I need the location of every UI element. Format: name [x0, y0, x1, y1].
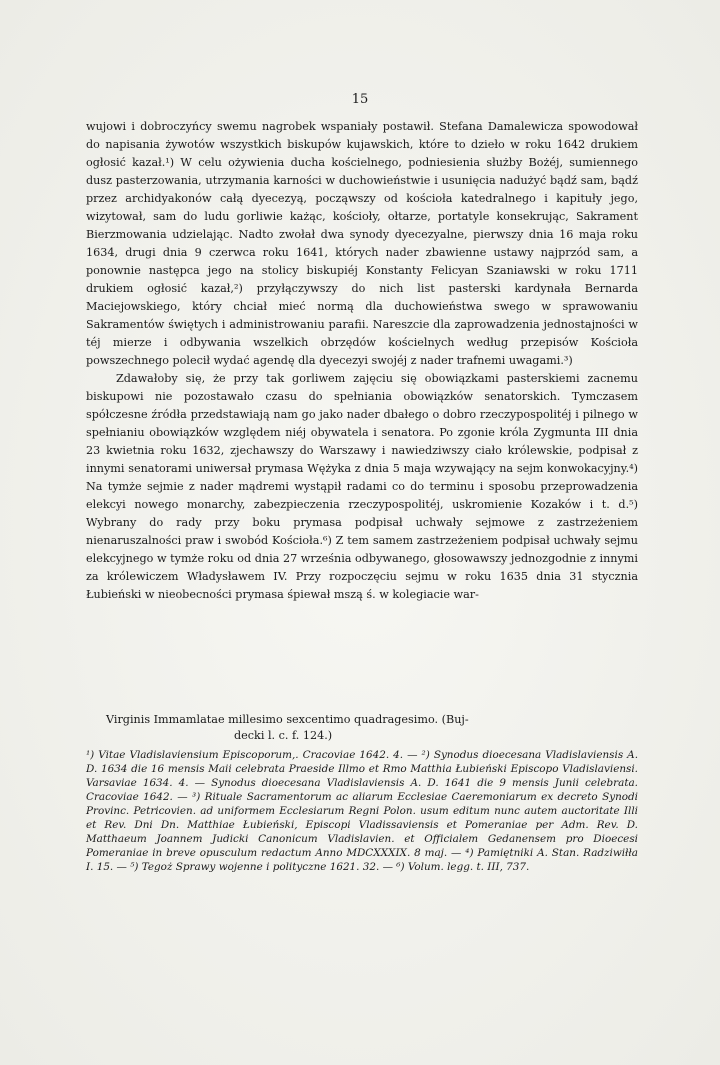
page-number: 15 — [351, 92, 369, 107]
paragraph-2: Zdawałoby się, że przy tak gorliwem zajęciu się obowiązkami pasterskiemi zacnemu biskupowi nie pozostawało czasu do spełniania obowiązków senatorskich. Tymczasem spółczesne źródła przedstawiają nam go jako nader dbałego o dobro rzeczypospolitéj i pilnego w spełnianiu obowiązków względem niéj obywatela i senatora. Po zgonie króla Zygmunta III dnia 23 kwietnia roku 1632, zjechawszy do Warszawy i nawiedziwszy ciało królewskie, podpisał z innymi senatorami uniwersał prymasa Wężyka z dnia 5 maja wzywający na sejm konwokacyjny.⁴) Na tymże sejmie z nader mądremi wystąpił radami co do terminu i sposobu przeprowadzenia elekcyi nowego monarchy, zabezpieczenia rzeczypospolitéj, uskromienie Kozaków i t. d.⁵) Wybrany do rady przy boku prymasa podpisał uchwały sejmowe z zastrzeżeniem nienaruszalności praw i swobód Kościoła.⁶) Z tem samem zastrzeżeniem podpisał uchwały sejmu elekcyjnego w tymże roku od dnia 27 września odbywanego, głosowawszy jednozgodnie z innymi za królewiczem Władysławem IV. Przy rozpoczęciu sejmu w roku 1635 dnia 31 stycznia Łubieński w nieobecności prymasa śpiewał mszą ś. w kolegiacie war- — [86, 372, 638, 601]
footnote-continuation — [86, 712, 638, 744]
continuation-line-2: decki l. c. f. 124.) — [234, 729, 333, 742]
paragraph-1: wujowi i dobroczyńcy swemu nagrobek wspaniały postawił. Stefana Damalewicza spowodował do napisania żywotów wszystkich biskupów kujawskich, które to dzieło w roku 1642 drukiem ogłosić kazał.¹) W celu ożywienia ducha kościelnego, podniesienia służby Bożéj, sumiennego dusz pasterzowania, utrzymania karności w duchowieństwie i usunięcia nadużyć bądź sam, bądź przez archidyakonów całą dyecezyą, począwszy od kościoła katedralnego i kapituły jego, wizytował, sam do ludu gorliwie każąc, kościoły, ołtarze, portatyle konsekrując, Sakrament Bierzmowania udzielając. Nadto zwołał dwa synody dyecezyalne, pierwszy dnia 16 maja roku 1634, drugi dnia 9 czerwca roku 1641, których nader zbawienne ustawy najprzód sam, a ponownie następca jego na stolicy biskupiéj Konstanty Felicyan Szaniawski w roku 1711 drukiem ogłosić kazał,²) przyłączywszy do nich list pasterski kardynała Bernarda Maciejowskiego, który chciał mieć normą dla duchowieństwa swego w sprawowaniu Sakramentów świętych i administrowaniu parafii. Nareszcie dla zaprowadzenia jednostajności w téj mierze i odbywania wszelkich obrzędów kościelnych według przepisów Kościoła powszechnego polecił wydać agendę dla dyecezyi swojéj z nader trafnemi uwagami.³) — [86, 120, 638, 367]
continuation-line-1: Virginis Immamlatae millesimo sexcentimo quadragesimo. (Buj- — [106, 713, 469, 726]
body-text — [86, 118, 638, 604]
footnote-block: ¹) Vitae Vladislaviensium Episcoporum,. Cracoviae 1642. 4. — ²) Synodus dioecesana Vladislaviensis A. D. 1634 die 16 mensis Maii celebrata Praeside Illmo et Rmo Matthia Łubieński Episcopo Vladislaviensi. Varsaviae 1634. 4. — Synodus dioecesana Vladislaviensis A. D. 1641 die 9 mensis Junii celebrata. Cracoviae 1642. — ³) Rituale Sacramentorum ac aliarum Ecclesiae Caeremoniarum ex decreto Synodi Provinc. Petricovien. ad uniformem Ecclesiarum Regni Polon. usum editum nunc autem auctoritate Illi et Rev. Dni Dn. Matthiae Łubieński, Episcopi Vladissaviensis et Pomeraniae per Adm. Rev. D. Matthaeum Joannem Judicki Canonicum Vladislavien. et Officialem Gedanensem pro Dioecesi Pomeraniae in breve opusculum redactum Anno MDCXXXIX. 8 maj. — ⁴) Pamiętniki A. Stan. Radziwiłła I. 15. — ⁵) Tegoż Sprawy wojenne i polityczne 1621. 32. — ⁶) Volum. legg. t. III, 737. — [86, 749, 638, 873]
footnotes — [86, 748, 638, 874]
